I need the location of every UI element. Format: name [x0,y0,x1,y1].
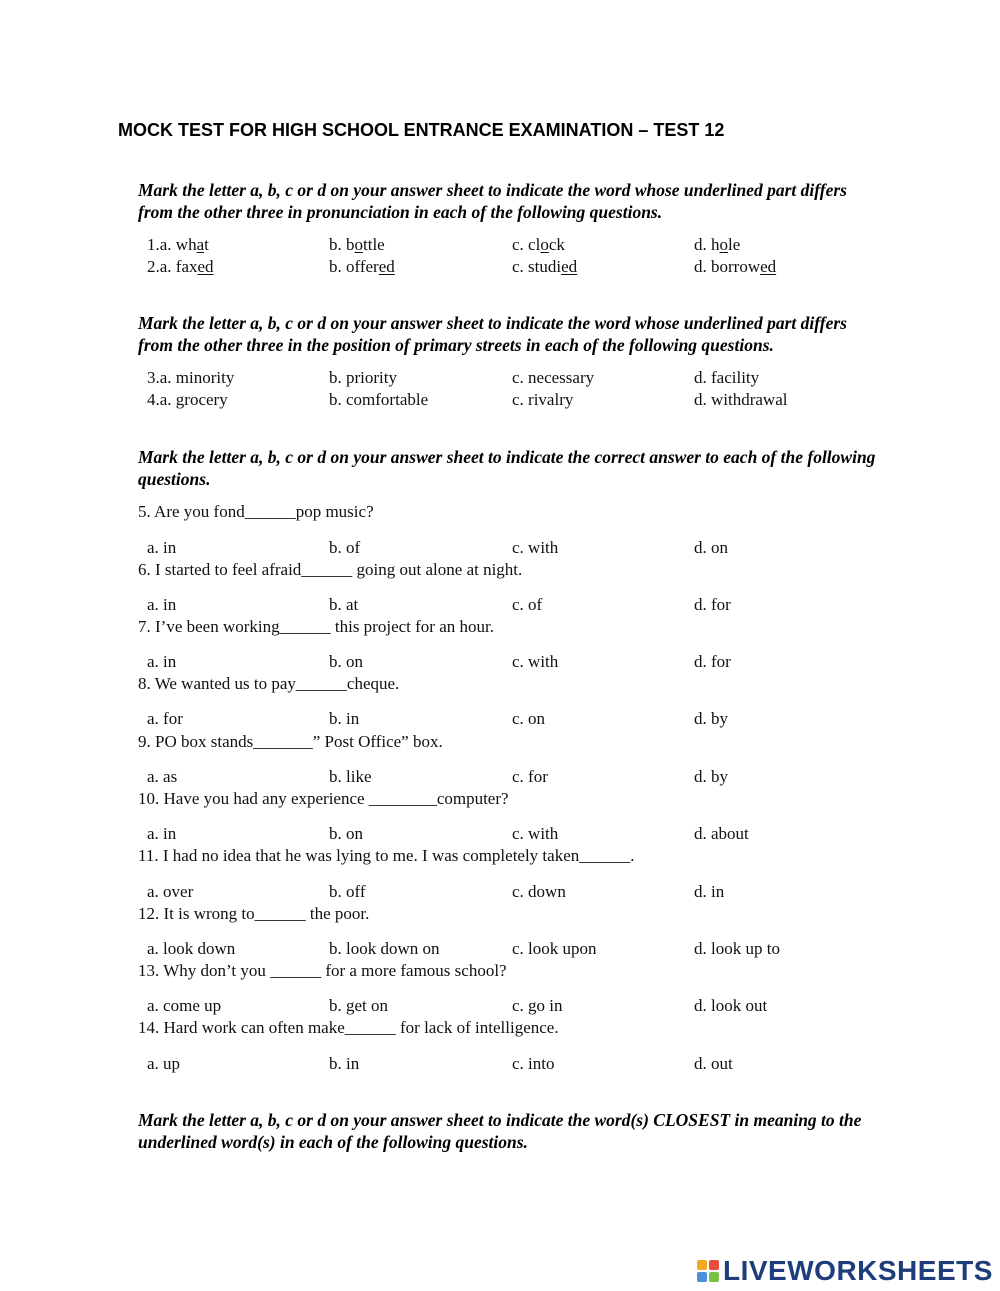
option-b: b. of [329,538,361,557]
question-text: 5. Are you fond______pop music? [138,502,374,521]
section-instruction-stress: Mark the letter a, b, c or d on your answer sheet to indicate the word whose underlined part differs from the other three in the position of primary streets in each of the following questions. [138,313,847,355]
option-b: b. offered [329,257,395,276]
option-c: c. clock [512,235,565,254]
option-d: d. on [694,538,728,557]
option-d: d. by [694,767,728,786]
option-a: a. over [147,882,194,901]
option-a: a. up [147,1054,181,1073]
option-d: d. by [694,709,728,728]
section-instruction-correct-answer: Mark the letter a, b, c or d on your answer sheet to indicate the correct answer to each of the following questions. [138,447,876,489]
option-a: 1.a. what [147,235,209,254]
logo-square-icon [697,1272,707,1282]
question-text: 13. Why don’t you ______ for a more famous school? [138,961,507,980]
logo-text: LIVEWORKSHEETS [723,1255,993,1286]
option-a: 4.a. grocery [147,390,228,409]
option-b: b. priority [329,368,397,387]
option-a: a. in [147,595,177,614]
option-b: b. in [329,1054,360,1073]
logo-mark-icon [697,1260,719,1282]
option-c: c. studied [512,257,578,276]
option-a: a. come up [147,996,222,1015]
option-d: d. hole [694,235,741,254]
option-b: b. at [329,595,359,614]
option-d: d. for [694,595,731,614]
logo-square-icon [697,1260,707,1270]
option-a: a. as [147,767,178,786]
option-c: c. go in [512,996,563,1015]
option-a: 2.a. faxed [147,257,214,276]
option-b: b. comfortable [329,390,429,409]
option-d: d. withdrawal [694,390,788,409]
option-a: 3.a. minority [147,368,235,387]
question-text: 9. PO box stands_______” Post Office” box. [138,732,443,751]
option-d: d. look up to [694,939,780,958]
option-b: b. in [329,709,360,728]
option-d: d. look out [694,996,768,1015]
option-c: c. down [512,882,566,901]
option-c: c. look upon [512,939,597,958]
section-instruction-pronunciation: Mark the letter a, b, c or d on your answer sheet to indicate the word whose underlined part differs from the other three in pronunciation in each of the following questions. [138,180,847,222]
option-b: b. look down on [329,939,440,958]
option-d: d. about [694,824,749,843]
option-a: a. look down [147,939,236,958]
section-instruction-closest: Mark the letter a, b, c or d on your answer sheet to indicate the word(s) CLOSEST in meaning to the underlined word(s) in each of the following questions. [138,1110,862,1152]
option-b: b. off [329,882,366,901]
option-c: c. of [512,595,543,614]
option-b: b. like [329,767,372,786]
option-a: a. in [147,824,177,843]
option-d: d. in [694,882,725,901]
option-c: c. with [512,652,559,671]
option-b: b. on [329,652,363,671]
option-c: c. on [512,709,546,728]
option-c: c. into [512,1054,555,1073]
option-b: b. bottle [329,235,385,254]
option-a: a. in [147,538,177,557]
question-text: 6. I started to feel afraid______ going out alone at night. [138,560,523,579]
question-text: 14. Hard work can often make______ for lack of intelligence. [138,1018,559,1037]
option-c: c. with [512,824,559,843]
option-b: b. get on [329,996,389,1015]
question-text: 12. It is wrong to______ the poor. [138,904,370,923]
question-text: 7. I’ve been working______ this project for an hour. [138,617,494,636]
page-title: MOCK TEST FOR HIGH SCHOOL ENTRANCE EXAMINATION – TEST 12 [118,120,725,140]
question-text: 11. I had no idea that he was lying to me. I was completely taken______. [138,846,635,865]
option-b: b. on [329,824,363,843]
option-c: c. for [512,767,548,786]
option-d: d. out [694,1054,733,1073]
option-c: c. with [512,538,559,557]
logo-square-icon [709,1260,719,1270]
liveworksheets-logo [697,1256,993,1286]
option-a: a. in [147,652,177,671]
option-d: d. borrowed [694,257,777,276]
question-text: 10. Have you had any experience ________computer? [138,789,509,808]
question-text: 8. We wanted us to pay______cheque. [138,674,400,693]
option-c: c. rivalry [512,390,574,409]
logo-square-icon [709,1272,719,1282]
option-d: d. for [694,652,731,671]
option-d: d. facility [694,368,760,387]
option-a: a. for [147,709,183,728]
option-c: c. necessary [512,368,595,387]
